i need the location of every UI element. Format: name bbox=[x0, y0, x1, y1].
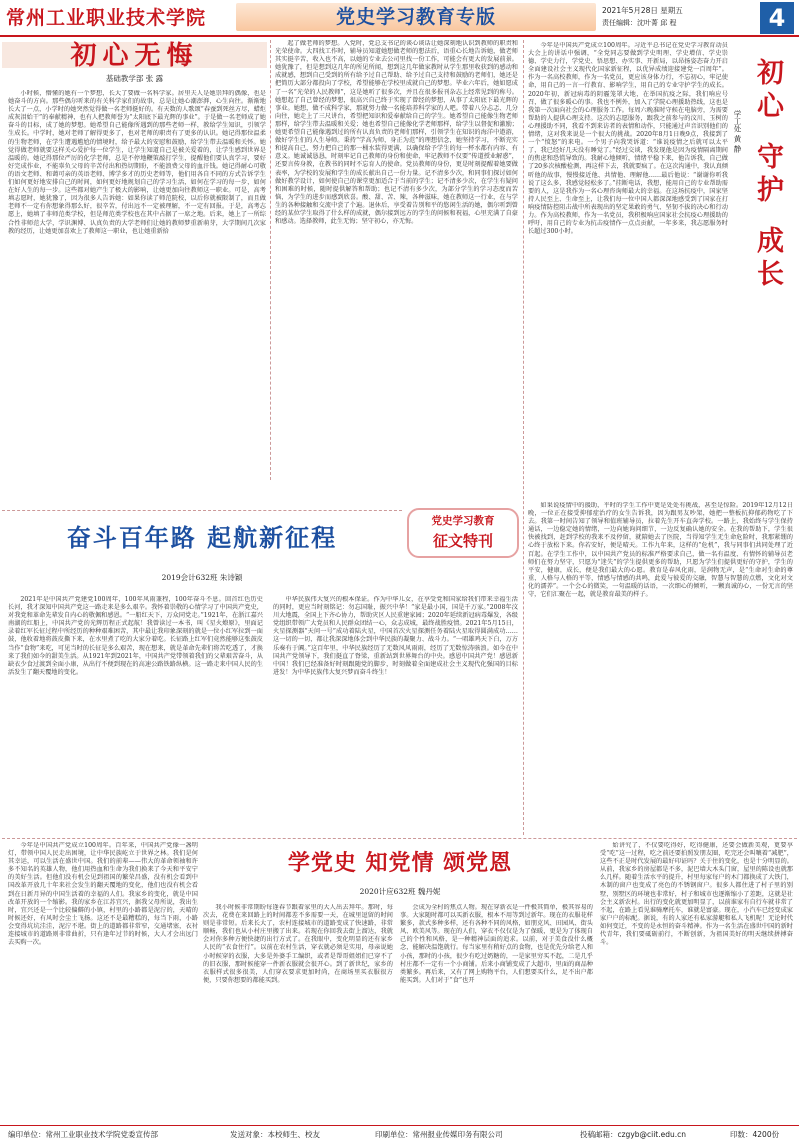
footer bbox=[0, 1128, 799, 1142]
article2-title: 奋斗百年路 起航新征程 bbox=[66, 524, 338, 552]
article3-title bbox=[757, 57, 787, 291]
responsible-editors: 责任编辑：沈叶菁 邱 程 bbox=[602, 19, 677, 27]
article3-body-continued: 如果说疫情中的援助，平时的学生工作中更是处处有挑战，甚至是惊险。2019年12月12日晚，一位正在接受抑郁症治疗的女生告诉我，因为跟男友吵架，她把一整板抗抑郁药物吃了下去。我第一时间告知了领导和值班辅导员，拉着先生开车直奔学校。一路上，我始终与学生保持通话，一边稳定她的情绪，一边向她询问细节，一边反复确认她的安全。在我的帮助下，学生很快被找到，赶到学校的我来不及停留，就陪她去了医院，当得知学生无生命危险时，我那紧绷的心终于放松下来。你若安好，便是晴天。工作九年来，这样的“危机”，我与同事们共同处理了近百起。在学生工作中，以中国共产党员的标准严格要求自己，做一名有温度、有情怀的辅导员老师们在努力坚守，只愿为“迷失”的学生提供更多的帮助，只愿为学生们提供更好的守护，学生的平安，健康，成长，便是我们最大的心愿。教育是春风化雨，是润物无声，是“生命对生命的尊重，人格与人格的平等，情感与情感的共鸣，此爱与彼爱的交融，智慧与智慧的点燃，文化对文化的濡养”。一个会心的微笑，一句温暖的话语，一次细心的倾听，一颗真诚的心，一份无言的坚守，它们汇聚在一起，就是教育最美的样子。 bbox=[528, 502, 793, 599]
section-divider bbox=[2, 510, 402, 511]
article1-body-continued: 起了做老师的梦想。入党时，党总支书记的谈心谈话让她深刻地认识到教师的职责和光荣使命。大四找工作时，辅导员知道她想做老师的想法后，语重心长地告诉她，做老师其实挺辛苦，收入也不高，以她的专业去公司里找一份工作，可能会有更大的发展前景。她犹豫了，但是想到这几年的所见所闻，想到这几年做家教时从学生那里收获到的感动和成就感，想到自己受到的所有给予过自己帮助、给予过自己支持和鼓励的老师们，她还是把简历大部分都投向了学校，希望能够在学校里成就自己的梦想。毕业六年后，她如愿成了一名“光荣的人民教师”，这是她听了很多次，并且在很多报刊杂志上经常见到的称号。她想起了自己曾经的梦想，很高兴自己终于实现了曾经的梦想，从事了太阳底下最光辉的事业。她想，做不成科学家，那就努力做一名能培养科学家的人吧。带着八分忐忑、几分向往，她走上了三尺讲台，希望把知识和爱奉献给自己的学生。她希望自己能像生物老师那样，给学生带去温暖和关爱；她也希望自己能像化学老师那样，给学生以督促和激励；她更希望自己能像遇到过的所有认真负责的老师们那样，引领学生在知识的海洋中遨游，做好学生们的人生导师。秉持“学高为师，身正为范”的理想信念，她坚持学习，不断充实和提高自己，努力把自己的那一桶水装得更满，以确保给予学生的每一杯水都有内容、有意义。她诚诚恳恳，时刻牢记自己教师的身份和使命，牢记教师不仅要“传道授业解惑”，还要言传身教，在教书的同时不忘育人的使命。党员教师的身份，更是时刻提醒着她要做表率，为学校的发展和学生的成长献出自己一份力量。记不清多少次，和同事们探讨如何做好教学设计，如何使自己的课堂更加适合于当前的学生；记不清多少次，在学生有疑问和困难的时候，随时提供解答和帮助；也记不清有多少次，为部分学生的学习态度而苦恼，为学生的进步而感到欣喜。酸、甜、苦、辣，各种滋味，她在教师这一行业，在与学生的各种接触和交流中尝了个遍。退休后，享受着告别和平的悠闲生活的她，偶尔听到曾经的某位学生取得了什么样的成就，偶尔接到远方的学生的问候和祝福，心里充满了自豪和感动。选择教师，此生无悔；坚守初心，亦无悔。 bbox=[275, 40, 518, 226]
page-number: 4 bbox=[760, 2, 794, 34]
article3-title-char: 守 bbox=[757, 142, 784, 173]
badge-line-2: 征文特刊 bbox=[432, 532, 493, 550]
article4-body: 今年是中国共产党成立100周年。百年来，中国共产党像一盏明灯，带领中国人民走出困境，让中华民族屹立于世界之林。我们是何其幸运，可以生活在盛世中国。我们的前辈——伟大的革命领袖和许多不知名的英雄人物，他们用热血和生命为我们换来了今天和平安宁的美好生活。但他们没有机会见到祖国的繁荣昌盛，没有机会看到中国改革开放几十年来社会发生的翻天覆地的变化，他们也没有机会看到在日新月异的中国生活着的幸福的人们。我家乡的变化，就是中国改革开放的一个缩影。我的家乡在江苏宜兴，据我父母所说，我出生时，宜兴还是一个比较偏僻的小镇，村里的小路都是泥泞的，天晴的时候还好，有风时会尘土飞扬。这还不是最糟糕的，每当下雨，小路会变得坑坑洼洼，泥泞不堪。街上的道路都非常窄，交通堵塞，衣衬连接城市的道路则非常曲折，只有逢年过节的时候，大人才会出远门去买购一次。 bbox=[8, 842, 198, 947]
article3-title-char: 心 bbox=[757, 91, 784, 122]
issue-date: 2021年5月28日 星期五 bbox=[602, 6, 683, 15]
article1-title: 初心无悔 bbox=[70, 41, 199, 71]
article1-column-1 bbox=[8, 90, 266, 475]
article2-column-1 bbox=[8, 596, 263, 832]
article3-title-char: 成 bbox=[757, 226, 784, 257]
article3-title-char: 长 bbox=[757, 259, 784, 290]
article2-byline: 2019会计632班 朱诗颖 bbox=[161, 573, 243, 582]
article4-column-4 bbox=[600, 842, 793, 1124]
article4-column-3 bbox=[400, 904, 593, 1124]
section-divider bbox=[2, 838, 797, 839]
article4-title: 学党史 知党情 颂党恩 bbox=[287, 851, 513, 876]
article2-body: 2021年是中国共产党建党100周年，100年风雨兼程，100年奋斗不息。回首红色历史长河，我才深知中国共产党这一路走来是多么艰辛。我怀着崇敬的心情学习了中国共产党史，对我党和革命先辈发自内心的敬佩和感恩。“一船红天下，万众同党走。”1921年，在浙江嘉兴南湖的红船上，中国共产党的光辉历程正式起航！我曾读过一本书，叫《星火燎原》，里面记录着红军长征过程中所经历的种种艰难困苦，其中最让我印象深刻的就是一位小红军拉到一面鼓，他收着地将鼓皮撕下来，在水里煮了吃的大家分着吃。长征路上红军们竟然能够这张鼓皮当作“食物”来吃，可见当时的长征是多么艰苦，现在想来，就是革命先辈们将苦吃透了，才换来了我们如今的甜美生活。从1921年到2021年，中国共产党带领着我们的父辈艰苦奋斗，从缺衣少食过渡到全面小康，从出行不便到现在的高速公路铁路纵横。这一路走来中国人民的生活发生了翻天覆地的变化。 bbox=[8, 596, 263, 676]
article4-column-2 bbox=[203, 904, 393, 1124]
article2-column-2 bbox=[273, 596, 518, 832]
article3-body: 今年是中国共产党成立100周年。习近平总书记在党史学习教育动员大会上的讲话中强调，“全党同志要做到学史明理、学史增信、学史崇德、学史力行，学党史、悟思想、办实事、开新局，以昂扬姿态奋力开启全面建设社会主义现代化国家新征程，以优异成绩迎接建党一百周年”。作为一名高校教师，作为一名党员，更应该身体力行，不忘初心，牢记使命，用自己的一言一行教育、影响学生，用自己的专业守护学生的成长。2020年初，新冠病毒的阴霾笼罩大地，在举国抗疫之际，我们响应号召，做了很多暖心的事。我也不例外，加入了学院心理援助热线，这也是我第一次面向社会的心理服务工作。每周六晚准时守候在电脑旁，为需要帮助的人提供心理支持。这次的志愿服务，跟我之前参与的汶川、玉树的心理援助不同，我看不到来访者的表情和动作，只能通过声音识别他们的情绪，这对我来说是一个很大的挑战。2020年8月1日晚9点，我接到了一个“愤怒”的来电。一个男子向我哭诉道：“谁说疫情之后就可以太平了，我已经好几天没有睡觉了。”经过交谈，我发现他是因为疫情隔离期间的焦虑和恐慌导致的。我耐心地倾听，情绪平稳下来，他告诉我，自己做了20多次核酸检测，再这样下去，我就要疯了。在这次沟通中，我认真倾听他的故事，慢慢接近他、共情他、理解他……最后他说：“谢谢你听我说了这么多，我感觉轻松多了。”挂断电话，我想，能用自己的专业帮助需要的人，这是我作为一名心理咨询师最大的幸福。在这场抗疫中，国家坚持人民至上、生命至上，让我们每一位中国人都深深地感受到了国家在打响疫情防控阻击战中所表现出的坚定果敢的勇气、坚韧不拔的决心和行动力。作为高校教师，作为一名党员，我积极响应国家社会抗疫心理援助的呼吁，用自己的专业为抗击疫情作一点点贡献，一年多来，我志愿服务时长超过300小时。 bbox=[528, 42, 728, 236]
article2-body-continued: 中华民族伟大复兴的根本保证。作为中华儿女，在享受党和国家给我们带来幸福生活的同时，更应当时刻铭记：勿忘国耻，振兴中华！“家是最小国，国是千万家。”2008年汶川大地震，全国上下齐心协力，帮助灾区人民重建家园；2020年延续新冠病毒爆发，各级党组织带领广大党员和人民群众团结一心，众志成城，最终战胜疫情。2021年5月15日，火星探测器“天问一号”成功着陆火星，中国首次火星探测任务着陆火星取得圆满成功……这一切的一切，都让我深深地体会到中华民族的凝聚力、战斗力。“一唱雄鸡天下白，万方乐奏有于阗。”这百年里，中华民族经历了无数风风雨雨，经历了无数惊涛骇浪。如今在中国共产党领导下，我们挺直了脊梁，重新站到世界舞台的中央。感恩中国共产党！感恩新中国！我们已经准备好时刻跟随党的脚步，时刻做着全面建成社会主义现代化强国的目标进发！为中华民族伟大复兴梦而奋斗终生！ bbox=[273, 596, 518, 676]
article3-title-char: 初 bbox=[757, 58, 784, 89]
article4-body-continued: 始讲究了，不仅要吃得好，吃得健康，还要会做新美观，更要享受“吃”这一过程，吃之前还要拍照发朋友圈，吃完还会叫嚷着“减肥”，这些不正是时代发展的最好印证吗？关于住的变化，也是十分明显的。从前，我家乡的房屋都是不多，泥巴墙大木头门窗，屋里的陈设也就那么几样。随着生活水平的提升，村里每家每户的木门都换成了大铁门，木制的窗户也变成了亮色的不锈钢窗户。很多人都住进了村子里的别墅，别墅区的环境也非常好，村子和城市也逐渐缩小了差距，这就是社会主义新农村。出行的变化就更加明显了，以前谁家有自行车就非常了不起，在路上看见谁骑摩托车，谁就是富豪。现在，小汽车已经变成家家户户的标配。据说，有的人家还有私家游艇和私人飞机呢！无论时代如何变迁，不变的是永恒的奋斗精神。作为一名生活在盛世中国的新时代青年，我们要砥砺前行，不断创新，为祖国美好的明天继续拼搏奋斗。 bbox=[600, 842, 793, 947]
article1-body: 小时候，懵懂的她有一个梦想，长大了要做一名科学家。居里夫人是她崇拜的偶像，也是她奋斗的方向。那些偶尔听来的有关科学家们的故事，总是让她心潮澎湃，心生向往。渐渐地长大了一点，小学时的她突然觉得做一名老师挺好的。有天数的人歌颂“春蚕到死丝方尽，蜡炬成灰泪始干”的奉献精神，也有人把教师誉为“太阳底下最光辉的事业”。于是做一名老师成了她奋斗的目标，成了她的梦想。她希望自己能像所遇到的那些老师一样，教给学生知识，引领学生成长。中学时，她对老师了解得更多了，也对老师的职责有了更多的认识。她记得那位温柔的生物老师，在学生遭遇尴尬的情境时，给予最大的安慰和鼓励，给学生带去温暖和关怀。她觉得做老师就要这样关心爱护每一位学生，让学生知道自己是被关爱着的，让学生感到世界是温暖的。她记得那位严厉的化学老师，总是不停地鞭策敲打学生，提醒他们要认真学习，要好好完成作业，不能辜负父母的辛苦付出和热切期盼，不能浪费父母的血汗钱。她记得耐心可敬的语文老师、和蔼可亲的英语老师、博学多才的历史老师等，他们用各自不同的方式告诉学生们如何更好地安排自己的时间，如何更好地规划自己的学习生活，如何在学习的每一步，如何在好人生的每一步。这些都对她产生了极大的影响，让她更加向往教师这一职业。可是，高考填志愿时，她犹豫了，因为很多人告诉她：如果你读了师范院校，以后你就被限制了，而且做老师不一定有你想象得那么好，很辛苦，付出远不一定被理解，不一定有回报。于是，高考志愿上，她填了非师范类学校，但是师范类学校也在其中占据了一席之地。后来，她上了一所综合性非师范大学，学识渊博、认真负责的大学老师们让她的教师梦重新萌芽，大学期间几次家教的经历，让她更加喜欢上了教师这一职业，也让她重新拾 bbox=[8, 90, 266, 235]
article3-column-1 bbox=[528, 42, 728, 500]
article4-body-continued: 会成为全村的焦点人物。现在穿新衣是一件极其简单，极其容易的事。大家随时都可以买新衣服，根本不用等到过新年。现在的衣服花样繁多，款式多种多样，还有各种不同的风格，如朋克风、田园风、街头风、欧美风等。现在的人们，穿衣不仅仅是为了保暖，更是为了体现自己的个性和风格，是一种精神层面的追求。以前，对于美食没什么概念，能解决温饱就行。每当家里有稍好点的食物，也是优先分给老人和小孩，那时的小孩，很少有吃过奶糖的，一是家里穷买不起，二是几乎村庄都不一定有一个小商铺。后来小商铺变成了大超市，里面的商品种类繁多。再后来，又有了网上购物平台，人们想要买什么，足不出户都能买到。人们对于“食”也开 bbox=[400, 904, 593, 984]
article3-byline: 学工处 黄 静 bbox=[733, 110, 742, 153]
column-divider bbox=[270, 40, 271, 480]
footer-distribution: 发送对象：本校师生、校友 bbox=[230, 1130, 320, 1139]
article4-column-1 bbox=[8, 842, 198, 1124]
article3-column-2 bbox=[528, 502, 793, 832]
article1-byline: 基础教学部 张 露 bbox=[105, 74, 164, 83]
school-logo: 常州工业职业技术学院 bbox=[6, 3, 236, 33]
column-divider bbox=[523, 40, 524, 835]
footer-email: 投稿邮箱：czgyb@ciit.edu.cn bbox=[580, 1130, 687, 1139]
article4-body-continued: 我小时候非常期盼每逢春节跟着家里的大人出去拜年。那时，每次去，花费在来回路上的时间都差不多需要一天，在城里逗留的时间则是非常短。后来长大了，农村连接城市的道路变成了快速路，非常顺畅，我们也从小村庄里搬了出来。若现在你回我去街上溜达，我就会对你多种方便快捷的出行方式了。在我眼中，变化明显的还有家乡人民的“衣食住行”。以前在农村生活，穿衣就必须是实用，母亲说她小时候穿的衣服，大多是外婆手工编织，或者是帮哥姐姐们已穿不了的旧衣服，那时候能穿一件新衣服就会很开心。到了新世纪，家乡的衣服样式很多很美，人们穿衣要求更加时尚，在商场里买衣服很方便，只要你想要的都能买到。 bbox=[203, 904, 393, 984]
footer-printer: 印刷单位：常州报业传媒印务有限公司 bbox=[375, 1130, 503, 1139]
footer-copies: 印数：4200份 bbox=[730, 1130, 780, 1139]
badge-line-1: 党史学习教育 bbox=[431, 515, 495, 527]
footer-editor: 编印单位：常州工业职业技术学院党委宣传部 bbox=[8, 1130, 158, 1139]
article1-column-2 bbox=[275, 40, 518, 505]
article4-byline: 2020计应632班 魏丹妮 bbox=[359, 887, 441, 896]
masthead-rule bbox=[0, 35, 799, 37]
section-title: 党史学习教育专版 bbox=[335, 6, 496, 28]
footer-rule bbox=[0, 1125, 799, 1126]
article3-title-char: 护 bbox=[757, 175, 784, 206]
